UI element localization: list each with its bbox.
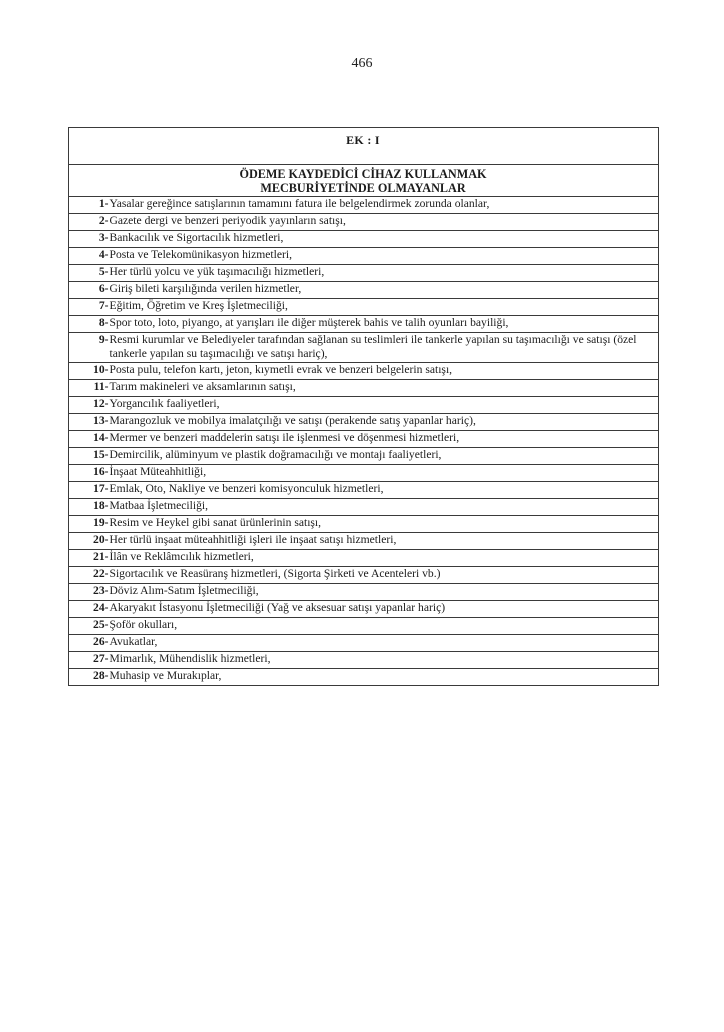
table-row [69,481,659,498]
item-text: Tarım makineleri ve aksamlarının satışı, [109,379,659,396]
item-text: Resim ve Heykel gibi sanat ürünlerinin satışı, [109,515,659,532]
item-number: 14- [69,430,109,447]
item-text: Posta pulu, telefon kartı, jeton, kıymetli evrak ve benzeri belgelerin satışı, [109,362,659,379]
item-text: Yasalar gereğince satışlarının tamamını fatura ile belgelendirmek zorunda olanlar, [109,196,659,213]
item-text: Mermer ve benzeri maddelerin satışı ile işlenmesi ve döşenmesi hizmetleri, [109,430,659,447]
table-row [69,515,659,532]
table-row [69,362,659,379]
table-title-line-2: MECBURİYETİNDE OLMAYANLAR [260,181,466,196]
table-title-row [69,165,659,197]
table-row [69,315,659,332]
item-text: Emlak, Oto, Nakliye ve benzeri komisyonculuk hizmetleri, [109,481,659,498]
item-number: 8- [69,315,109,332]
table-row [69,413,659,430]
table-row [69,498,659,515]
item-text: Posta ve Telekomünikasyon hizmetleri, [109,247,659,264]
table-row [69,668,659,685]
item-text: Gazete dergi ve benzeri periyodik yayınların satışı, [109,213,659,230]
table-row [69,247,659,264]
item-number: 12- [69,396,109,413]
item-text: Giriş bileti karşılığında verilen hizmetler, [109,281,659,298]
item-text: Her türlü yolcu ve yük taşımacılığı hizmetleri, [109,264,659,281]
table-row [69,298,659,315]
table-row [69,230,659,247]
exempt-activities-table [68,127,659,686]
item-number: 7- [69,298,109,315]
item-text: Resmi kurumlar ve Belediyeler tarafından sağlanan su teslimleri ile tankerle yapılan su taşımacılığı ve satışı (özel tankerle yapılan su taşımacılığı ve satışı hariç), [109,332,659,362]
page-number: 466 [351,56,373,71]
table-row [69,379,659,396]
item-text: Sigortacılık ve Reasüranş hizmetleri, (Sigorta Şirketi ve Acenteleri vb.) [109,566,659,583]
item-text: Matbaa İşletmeciliği, [109,498,659,515]
item-text: Eğitim, Öğretim ve Kreş İşletmeciliği, [109,298,659,315]
item-number: 16- [69,464,109,481]
item-number: 18- [69,498,109,515]
item-number: 21- [69,549,109,566]
item-text: Marangozluk ve mobilya imalatçılığı ve satışı (perakende satış yapanlar hariç), [109,413,659,430]
item-number: 22- [69,566,109,583]
annex-header-row [69,128,659,165]
table-row [69,583,659,600]
table-row [69,464,659,481]
table-row [69,430,659,447]
table-row [69,634,659,651]
item-number: 4- [69,247,109,264]
item-number: 20- [69,532,109,549]
item-text: İnşaat Müteahhitliği, [109,464,659,481]
item-text: Muhasip ve Murakıplar, [109,668,659,685]
table-row [69,532,659,549]
annex-label: EK : I [69,128,659,165]
table-row [69,549,659,566]
item-number: 15- [69,447,109,464]
item-number: 26- [69,634,109,651]
item-text: Spor toto, loto, piyango, at yarışları ile diğer müşterek bahis ve talih oyunları bayiliği, [109,315,659,332]
item-text: Akaryakıt İstasyonu İşletmeciliği (Yağ ve aksesuar satışı yapanlar hariç) [109,600,659,617]
table-row [69,264,659,281]
item-text: Yorgancılık faaliyetleri, [109,396,659,413]
table-row [69,396,659,413]
table-row [69,196,659,213]
item-number: 9- [69,332,109,362]
table-row [69,651,659,668]
item-number: 11- [69,379,109,396]
item-text: Bankacılık ve Sigortacılık hizmetleri, [109,230,659,247]
table-row [69,281,659,298]
item-number: 6- [69,281,109,298]
item-text: Avukatlar, [109,634,659,651]
item-text: Döviz Alım-Satım İşletmeciliği, [109,583,659,600]
item-text: Demircilik, alüminyum ve plastik doğramacılığı ve montajı faaliyetleri, [109,447,659,464]
table-row [69,213,659,230]
item-number: 23- [69,583,109,600]
table-row [69,447,659,464]
item-number: 13- [69,413,109,430]
item-text: İlân ve Reklâmcılık hizmetleri, [109,549,659,566]
table-row [69,617,659,634]
item-number: 25- [69,617,109,634]
item-text: Şoför okulları, [109,617,659,634]
item-number: 17- [69,481,109,498]
item-number: 19- [69,515,109,532]
item-number: 3- [69,230,109,247]
table-row [69,600,659,617]
item-text: Her türlü inşaat müteahhitliği işleri ile inşaat satışı hizmetleri, [109,532,659,549]
item-number: 28- [69,668,109,685]
table-row [69,566,659,583]
item-number: 24- [69,600,109,617]
table-row [69,332,659,362]
item-number: 27- [69,651,109,668]
item-text: Mimarlık, Mühendislik hizmetleri, [109,651,659,668]
item-number: 1- [69,196,109,213]
table-title [69,165,659,197]
item-number: 2- [69,213,109,230]
item-number: 5- [69,264,109,281]
table-title-line-1: ÖDEME KAYDEDİCİ CİHAZ KULLANMAK [239,167,487,181]
item-number: 10- [69,362,109,379]
